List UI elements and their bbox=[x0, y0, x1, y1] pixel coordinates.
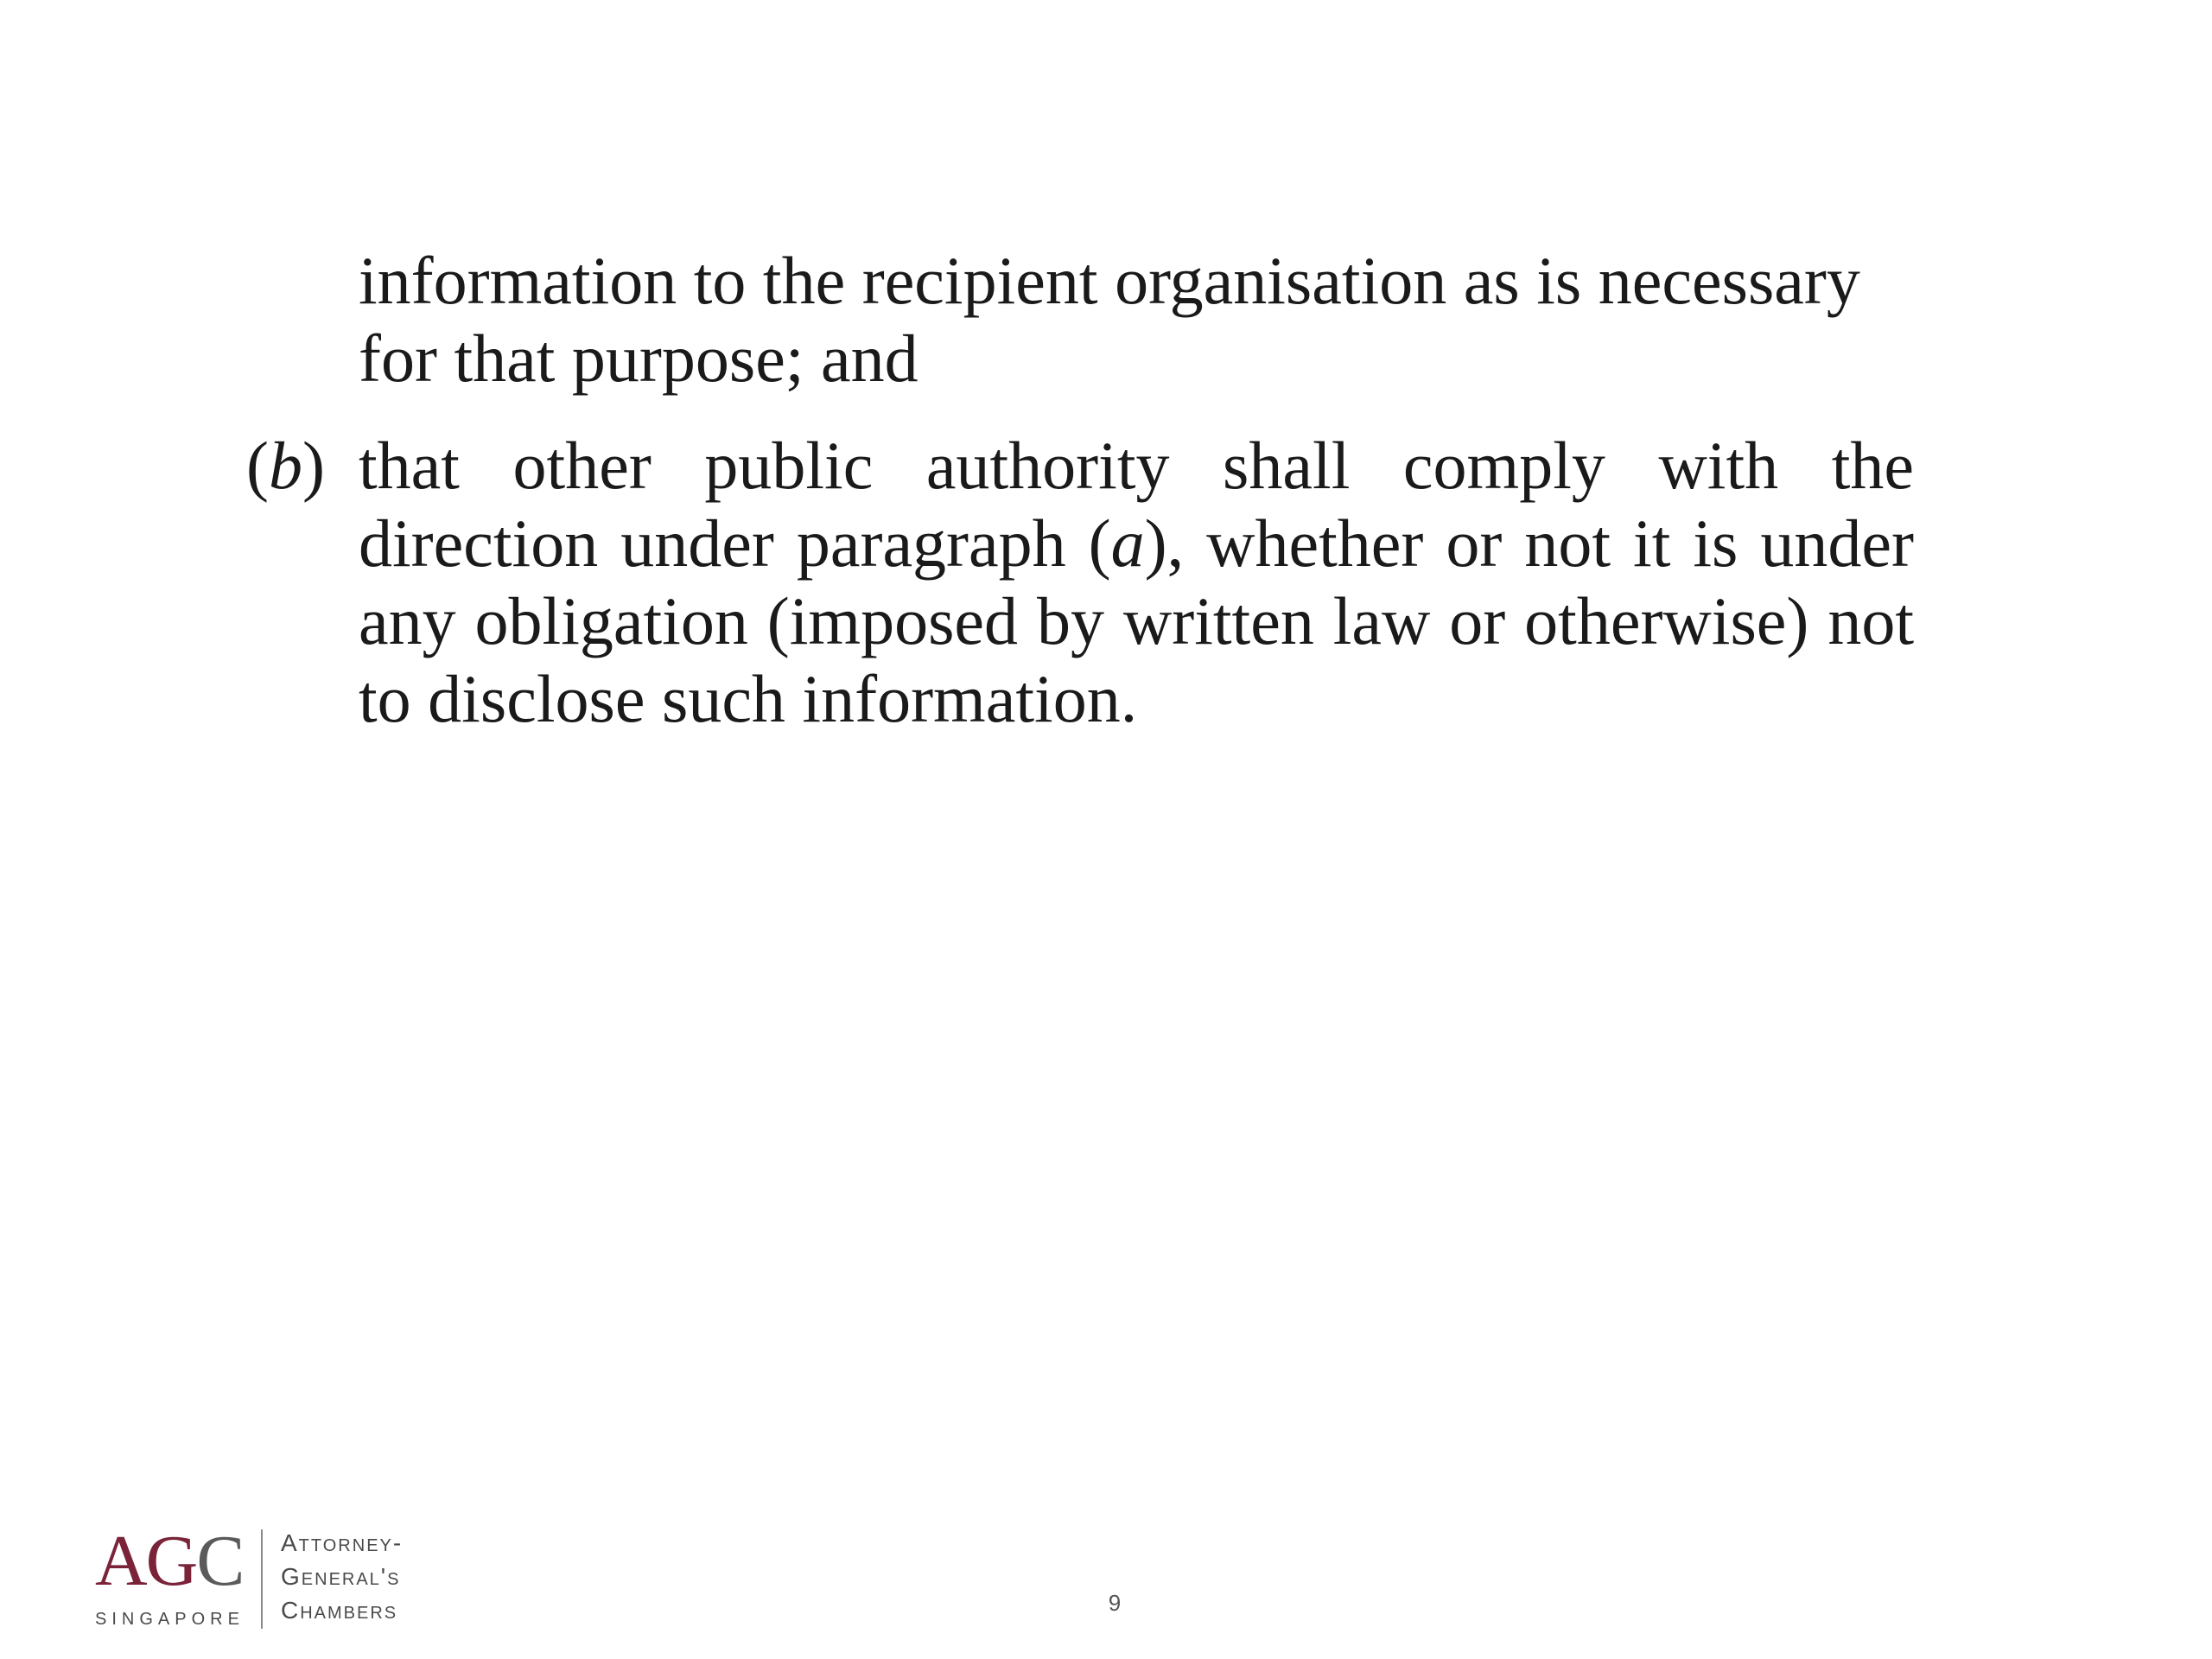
logo-organisation-name bbox=[281, 1526, 403, 1627]
logo-letter-a: A bbox=[95, 1521, 146, 1601]
label-letter: b bbox=[268, 428, 302, 503]
logo-letter-c: C bbox=[196, 1521, 244, 1601]
logo-divider bbox=[261, 1529, 263, 1629]
paragraph-b-text-part2: ), whether or not it is under any obligation (imposed by written law or otherwise) not to disclose such information. bbox=[359, 505, 1914, 736]
legal-text-body bbox=[246, 242, 1974, 738]
paragraph-b bbox=[246, 427, 1974, 738]
paragraph-label bbox=[246, 427, 359, 738]
paragraph-b-text-part1: that other public authority shall comply with the direction under paragraph ( bbox=[359, 428, 1914, 581]
label-open-paren: ( bbox=[246, 428, 269, 503]
paragraph-reference: a bbox=[1110, 505, 1145, 581]
logo-letter-g: G bbox=[145, 1521, 197, 1601]
logo-country: SINGAPORE bbox=[95, 1610, 245, 1629]
logo-name-line-1: Attorney- bbox=[281, 1529, 404, 1556]
logo-name-line-2: General's bbox=[281, 1563, 401, 1590]
continuation-paragraph: information to the recipient organisation as is necessary for that purpose; and bbox=[359, 243, 1860, 396]
page-number: 9 bbox=[1108, 1590, 1122, 1616]
paragraph-b-text bbox=[359, 427, 1914, 738]
logo-name-line-3: Chambers bbox=[281, 1597, 398, 1624]
label-close-paren: ) bbox=[302, 428, 325, 503]
agc-logo-letters bbox=[95, 1522, 243, 1600]
page-footer bbox=[0, 1521, 2212, 1633]
agc-logo bbox=[95, 1521, 441, 1633]
agc-logo-mark bbox=[95, 1521, 255, 1633]
